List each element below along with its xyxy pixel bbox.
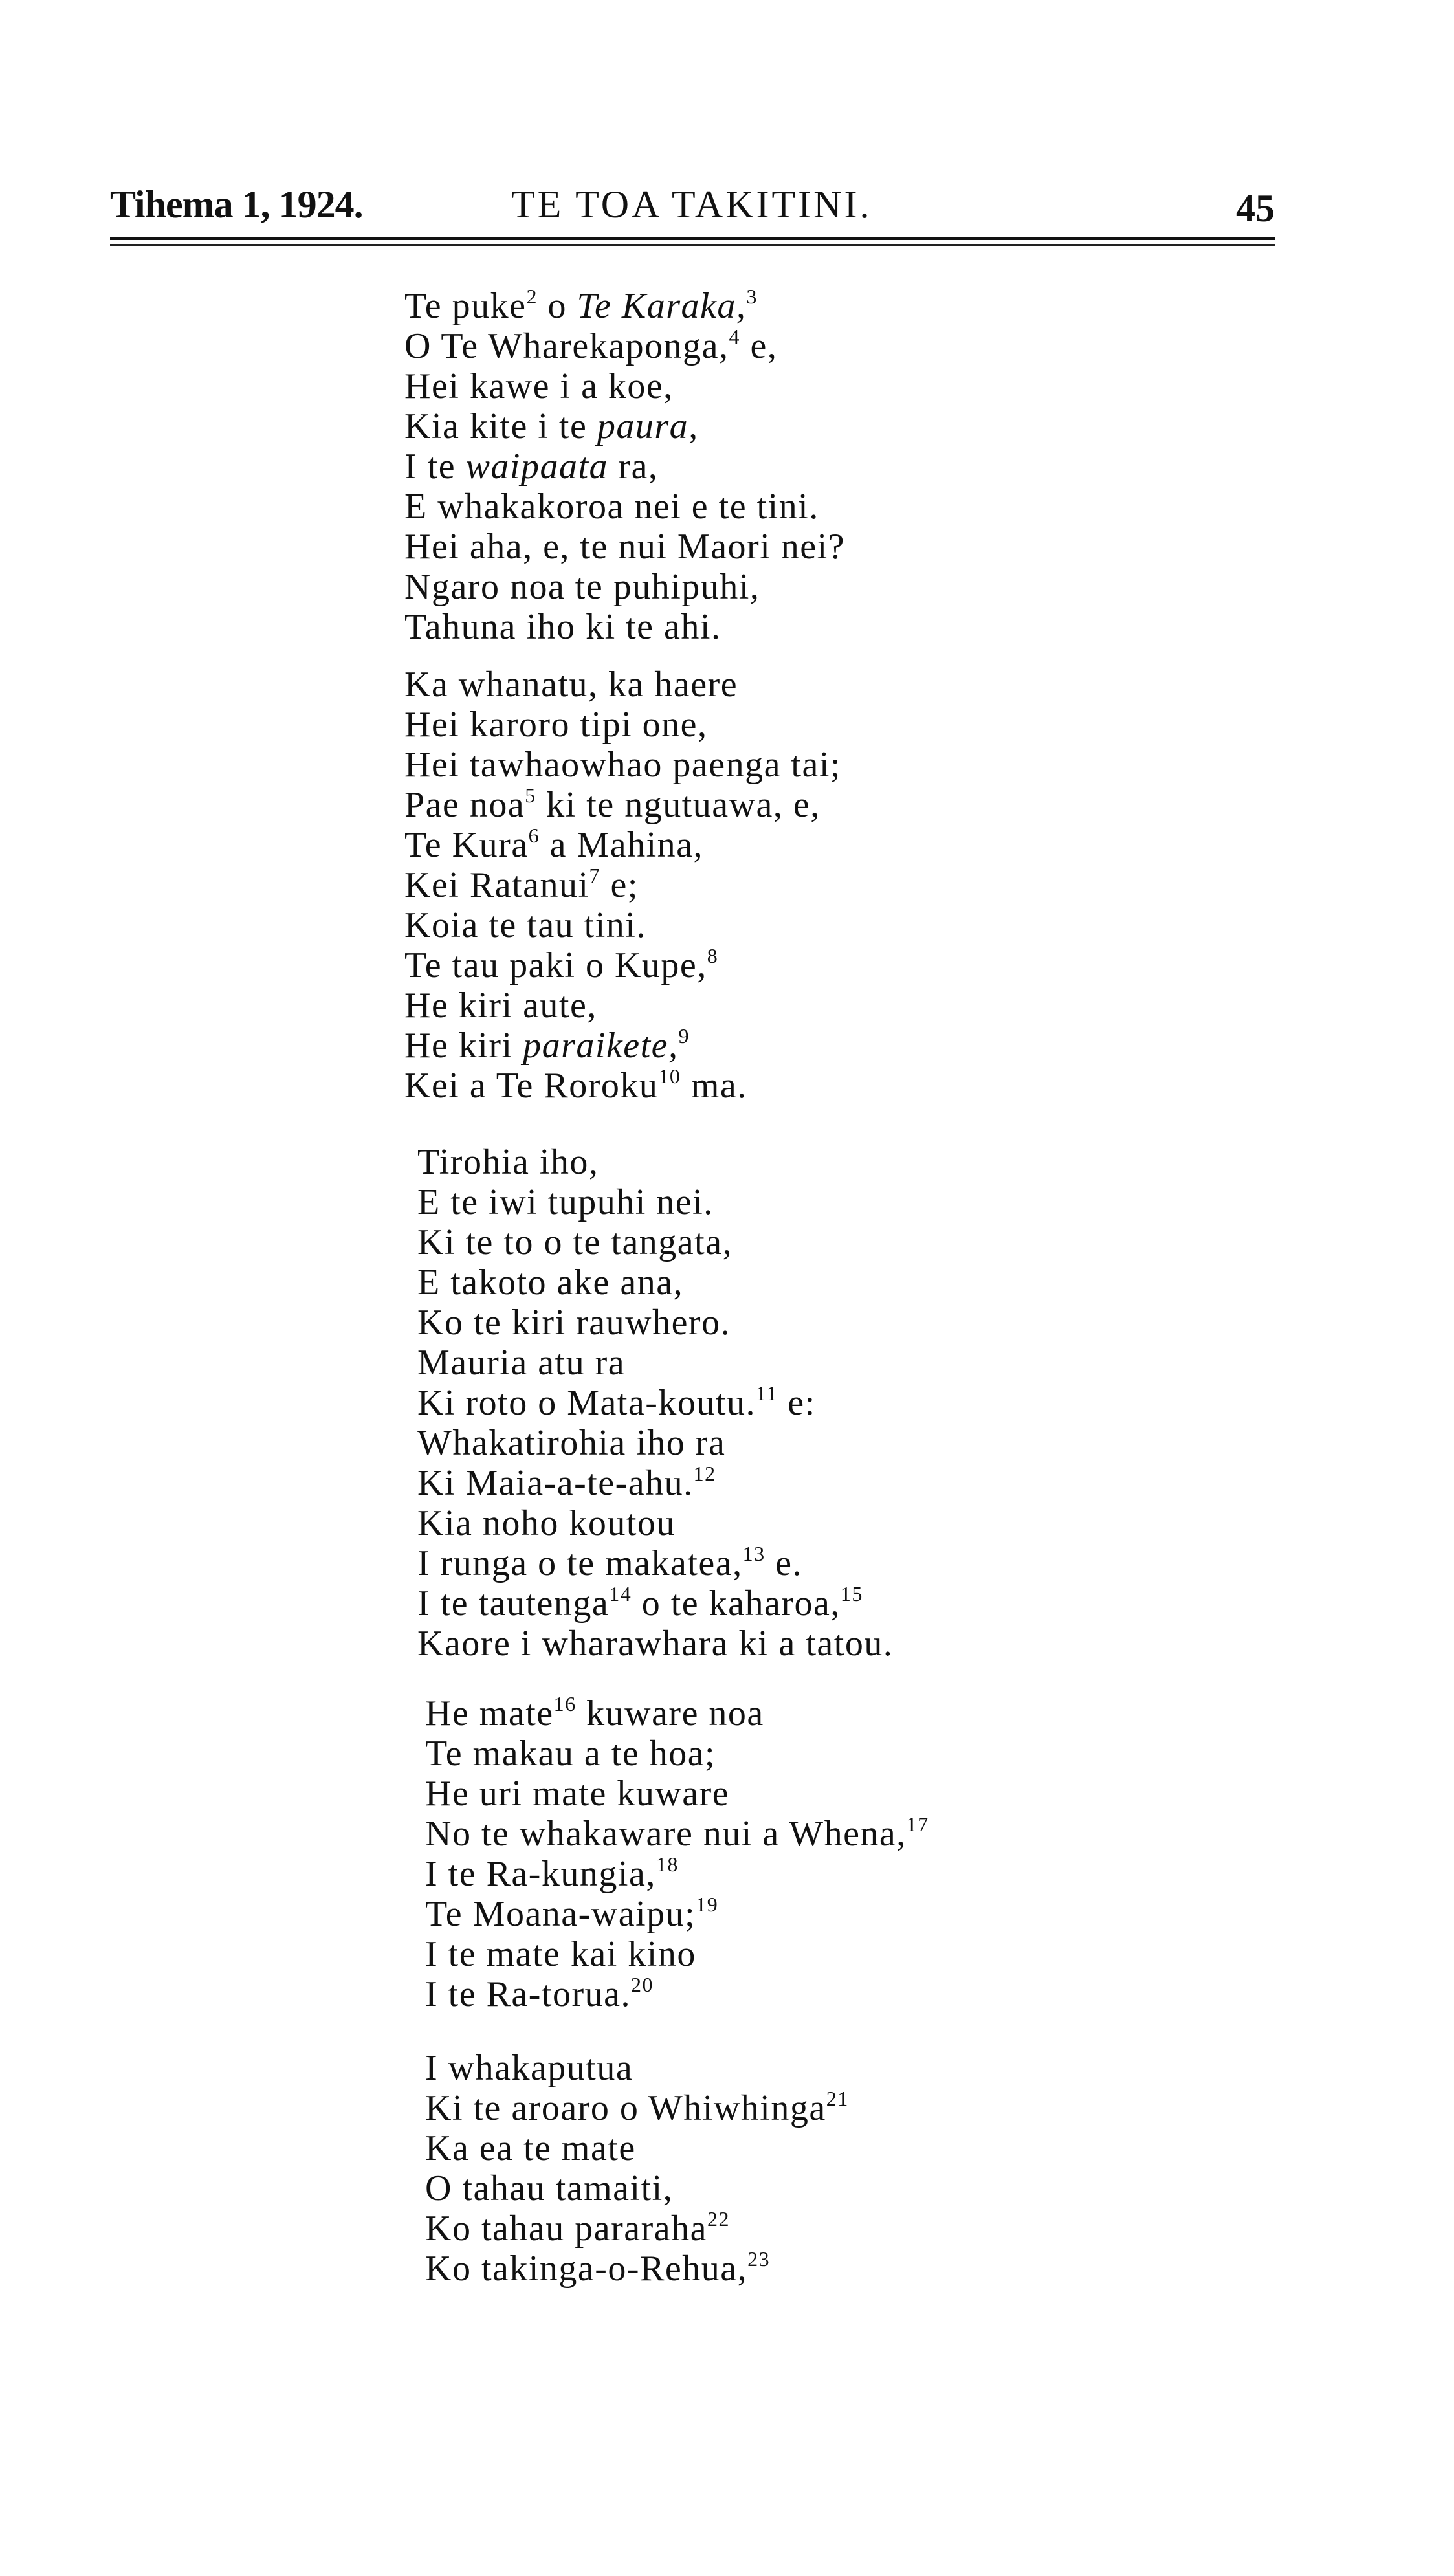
poem-line: [425, 2168, 849, 2208]
poem-line: [425, 2128, 849, 2168]
line-text: No te whakaware nui a Whena,: [425, 1814, 907, 1854]
line-text: Pae noa: [404, 785, 525, 825]
line-text: Te tau paki o Kupe,: [404, 945, 707, 985]
poem-stanza: [417, 1142, 893, 1664]
footnote-ref: 11: [755, 1382, 778, 1405]
line-text: ra,: [608, 446, 659, 487]
footnote-ref: 19: [696, 1893, 719, 1916]
line-text: I te Ra-kungia,: [425, 1854, 656, 1894]
line-text: O tahau tamaiti,: [425, 2168, 674, 2208]
poem-line: [417, 1583, 893, 1624]
italic-text: waipaata: [465, 446, 609, 487]
poem-line: [417, 1503, 893, 1543]
line-text: I runga o te makatea,: [417, 1543, 743, 1583]
header-rule-thick: [110, 237, 1275, 240]
poem-line: [404, 286, 845, 326]
italic-text: paraikete,: [523, 1026, 679, 1066]
header-title: TE TOA TAKITINI.: [511, 183, 872, 226]
line-text: Hei kawe i a koe,: [404, 366, 674, 406]
running-header: [110, 182, 1275, 234]
line-text: I te tautenga: [417, 1583, 610, 1624]
footnote-ref: 9: [678, 1024, 690, 1048]
poem-line: [404, 905, 841, 945]
poem-line: [417, 1383, 893, 1423]
poem-line: [417, 1262, 893, 1303]
poem-line: [425, 1693, 929, 1734]
line-text: Ki Maia-a-te-ahu.: [417, 1463, 694, 1503]
page-number: 45: [1236, 187, 1275, 230]
line-text: e;: [600, 865, 639, 905]
poem-line: [404, 785, 841, 825]
line-text: Tahuna iho ki te ahi.: [404, 607, 721, 647]
footnote-ref: 22: [707, 2207, 730, 2230]
footnote-ref: 16: [553, 1692, 577, 1715]
line-text: Koia te tau tini.: [404, 905, 646, 945]
line-text: Te Moana-waipu;: [425, 1894, 696, 1934]
poem-line: [404, 446, 845, 487]
poem-line: [404, 406, 845, 446]
footnote-ref: 15: [840, 1582, 863, 1605]
footnote-ref: 5: [525, 784, 536, 807]
line-text: Hei karoro tipi one,: [404, 705, 708, 745]
poem-line: [404, 1026, 841, 1066]
line-text: Ki roto o Mata-koutu.: [417, 1383, 756, 1423]
footnote-ref: 4: [729, 325, 740, 348]
line-text: He mate: [425, 1693, 554, 1734]
line-text: Tirohia iho,: [417, 1142, 599, 1182]
footnote-ref: 14: [609, 1582, 632, 1605]
line-text: Kei Ratanui: [404, 865, 589, 905]
poem-line: [404, 865, 841, 905]
header-rule-thin: [110, 244, 1275, 246]
line-text: E te iwi tupuhi nei.: [417, 1182, 714, 1222]
poem-line: [417, 1343, 893, 1383]
poem-line: [417, 1222, 893, 1262]
line-text: Te Kura: [404, 825, 529, 865]
line-text: o: [538, 286, 577, 326]
line-text: Hei tawhaowhao paenga tai;: [404, 745, 841, 785]
poem-stanza: [404, 286, 845, 647]
line-text: Kei a Te Roroku: [404, 1066, 659, 1106]
line-text: ma.: [681, 1066, 747, 1106]
footnote-ref: 8: [707, 944, 719, 967]
line-text: Mauria atu ra: [417, 1343, 626, 1383]
footnote-ref: 18: [655, 1853, 679, 1876]
line-text: Te puke: [404, 286, 527, 326]
poem-line: [404, 1066, 841, 1106]
poem-line: [425, 1734, 929, 1774]
poem-line: [404, 527, 845, 567]
poem-stanza: [425, 1693, 929, 2014]
line-text: I whakaputua: [425, 2048, 633, 2088]
line-text: e:: [777, 1383, 816, 1423]
poem-line: [404, 825, 841, 865]
poem-line: [417, 1543, 893, 1583]
line-text: a Mahina,: [540, 825, 704, 865]
footnote-ref: 17: [906, 1812, 929, 1836]
footnote-ref: 21: [826, 2087, 849, 2110]
poem-line: [404, 366, 845, 406]
footnote-ref: 3: [746, 285, 758, 308]
poem-stanza: [425, 2048, 849, 2289]
poem-line: [417, 1142, 893, 1182]
italic-text: Te Karaka,: [577, 286, 747, 326]
line-text: Kaore i wharawhara ki a tatou.: [417, 1624, 894, 1664]
line-text: Ka whanatu, ka haere: [404, 665, 738, 705]
line-text: Ko tahau pararaha: [425, 2208, 707, 2249]
poem-line: [425, 1814, 929, 1854]
italic-text: paura,: [597, 406, 699, 446]
header-date: Tihema 1, 1924.: [110, 183, 363, 226]
line-text: Kia noho koutou: [417, 1503, 676, 1543]
poem-line: [425, 2088, 849, 2128]
poem-line: [404, 705, 841, 745]
line-text: He kiri aute,: [404, 985, 597, 1026]
poem-line: [425, 2208, 849, 2249]
poem-line: [425, 1894, 929, 1934]
poem-line: [425, 2249, 849, 2289]
poem-line: [404, 945, 841, 985]
line-text: Whakatirohia iho ra: [417, 1423, 726, 1463]
line-text: I te mate kai kino: [425, 1934, 696, 1974]
poem-line: [404, 665, 841, 705]
line-text: He uri mate kuware: [425, 1774, 730, 1814]
footnote-ref: 6: [528, 824, 540, 847]
poem-line: [425, 1934, 929, 1974]
line-text: o te kaharoa,: [632, 1583, 841, 1624]
poem-line: [425, 2048, 849, 2088]
footnote-ref: 7: [589, 864, 601, 887]
line-text: I te Ra-torua.: [425, 1974, 631, 2014]
line-text: Kia kite i te: [404, 406, 597, 446]
footnote-ref: 2: [526, 285, 538, 308]
line-text: kuware noa: [576, 1693, 764, 1734]
poem-line: [404, 607, 845, 647]
line-text: Ngaro noa te puhipuhi,: [404, 567, 760, 607]
poem-line: [404, 985, 841, 1026]
line-text: E takoto ake ana,: [417, 1262, 684, 1303]
footnote-ref: 13: [742, 1542, 766, 1565]
line-text: Ki te aroaro o Whiwhinga: [425, 2088, 826, 2128]
line-text: Hei aha, e, te nui Maori nei?: [404, 527, 846, 567]
line-text: I te: [404, 446, 466, 487]
line-text: He kiri: [404, 1026, 523, 1066]
line-text: Ka ea te mate: [425, 2128, 636, 2168]
poem-line: [417, 1624, 893, 1664]
footnote-ref: 20: [630, 1973, 654, 1996]
footnote-ref: 10: [658, 1064, 681, 1088]
poem-line: [417, 1423, 893, 1463]
poem-stanza: [404, 665, 841, 1106]
poem-line: [425, 1854, 929, 1894]
line-text: E whakakoroa nei e te tini.: [404, 487, 819, 527]
line-text: Ki te to o te tangata,: [417, 1222, 733, 1262]
footnote-ref: 23: [747, 2247, 771, 2271]
poem-line: [425, 1974, 929, 2014]
poem-line: [404, 487, 845, 527]
line-text: Ko te kiri rauwhero.: [417, 1303, 731, 1343]
poem-line: [417, 1463, 893, 1503]
line-text: Te makau a te hoa;: [425, 1734, 716, 1774]
poem-line: [404, 567, 845, 607]
poem-line: [404, 326, 845, 366]
line-text: e,: [740, 326, 778, 366]
poem-line: [417, 1182, 893, 1222]
poem-line: [404, 745, 841, 785]
poem-line: [417, 1303, 893, 1343]
poem-line: [425, 1774, 929, 1814]
line-text: ki te ngutuawa, e,: [536, 785, 821, 825]
line-text: Ko takinga-o-Rehua,: [425, 2249, 748, 2289]
line-text: O Te Wharekaponga,: [404, 326, 729, 366]
line-text: e.: [765, 1543, 802, 1583]
footnote-ref: 12: [693, 1462, 716, 1485]
